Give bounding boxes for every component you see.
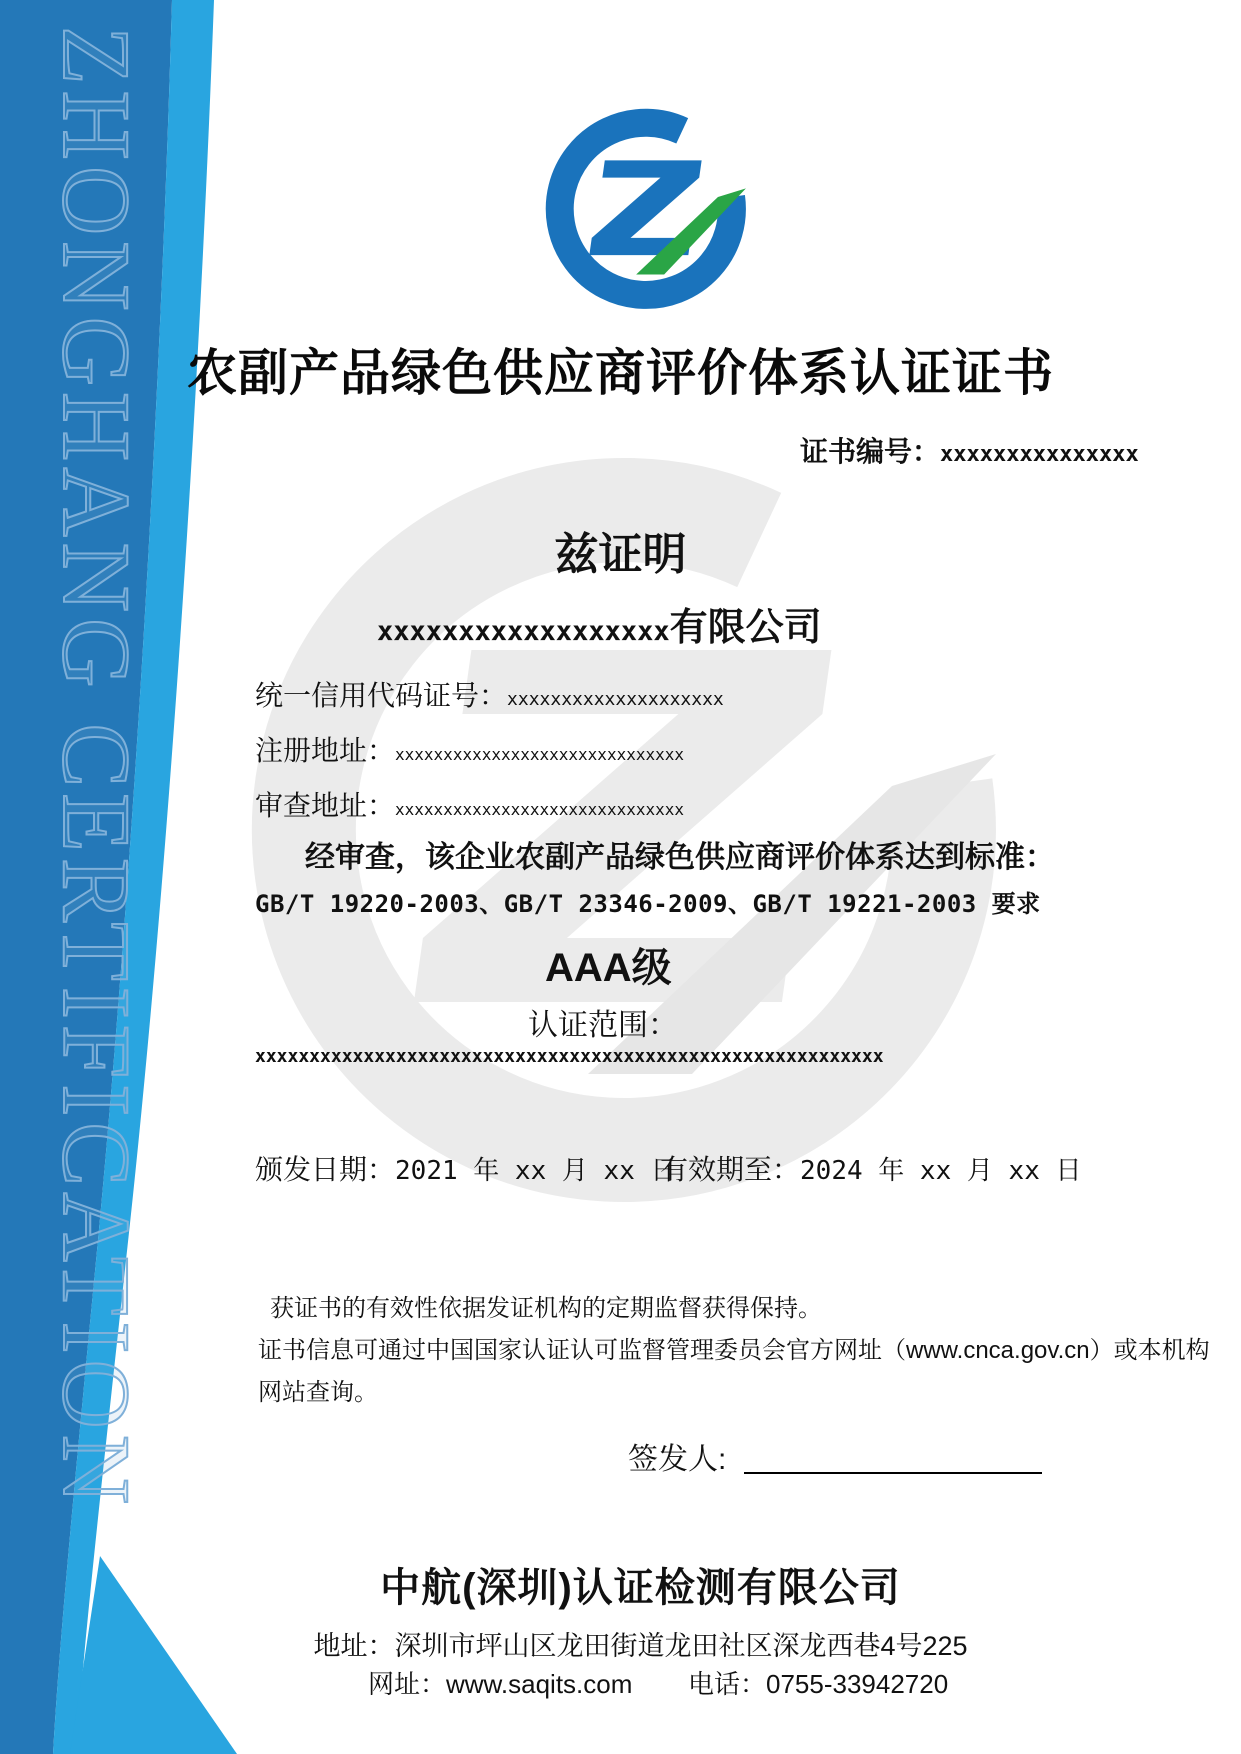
note-line-2: 证书信息可通过中国国家认证认可监督管理委员会官方网址（www.cnca.gov.cn）或本机构 bbox=[258, 1337, 1210, 1364]
credit-code-label: 统一信用代码证号： bbox=[255, 680, 508, 711]
issuer-org-name: 中航(深圳)认证检测有限公司 bbox=[380, 1566, 901, 1610]
certificate-title: 农副产品绿色供应商评价体系认证证书 bbox=[187, 345, 1054, 401]
company-name-suffix: 有限公司 bbox=[669, 607, 822, 649]
signature-line bbox=[744, 1436, 1042, 1474]
issue-date-row bbox=[255, 1148, 677, 1188]
signer-label: 签发人: bbox=[628, 1443, 727, 1476]
registered-address-row bbox=[255, 729, 684, 769]
cert-number-value: xxxxxxxxxxxxxxx bbox=[940, 442, 1139, 467]
issuer-address: 地址：深圳市坪山区龙田街道龙田社区深龙西巷4号225 bbox=[313, 1631, 968, 1661]
audit-address-row bbox=[255, 784, 684, 824]
scope-value: xxxxxxxxxxxxxxxxxxxxxxxxxxxxxxxxxxxxxxxxxxxxxxxxxxxxxxxxxx bbox=[255, 1046, 884, 1067]
issuer-website: 网址：www.saqits.com bbox=[368, 1669, 633, 1699]
note-line-3: 网站查询。 bbox=[258, 1379, 378, 1406]
credit-code-row bbox=[255, 674, 724, 714]
audit-address-value: xxxxxxxxxxxxxxxxxxxxxxxxxxxxxx bbox=[395, 800, 684, 819]
valid-until-value: 2024 年 xx 月 xx 日 bbox=[800, 1156, 1082, 1186]
cert-number-row bbox=[800, 430, 1139, 470]
valid-until-label: 有效期至： bbox=[660, 1154, 801, 1185]
scope-label: 认证范围： bbox=[528, 1009, 678, 1042]
company-name bbox=[377, 596, 822, 651]
company-name-placeholder: xxxxxxxxxxxxxxxxxx bbox=[377, 616, 670, 647]
issuer-phone: 电话：0755-33942720 bbox=[688, 1669, 949, 1699]
standards-text: GB/T 19220-2003、GB/T 23346-2009、GB/T 19221-2003 要求 bbox=[255, 890, 1041, 918]
certify-statement: 兹证明 bbox=[554, 530, 687, 579]
grade-text: AAA级 bbox=[545, 946, 672, 990]
registered-address-label: 注册地址： bbox=[255, 735, 396, 766]
credit-code-value: xxxxxxxxxxxxxxxxxxxx bbox=[507, 689, 724, 710]
cert-number-label: 证书编号： bbox=[800, 436, 941, 467]
valid-until-row bbox=[660, 1148, 1082, 1188]
note-line-1: 获证书的有效性依据发证机构的定期监督获得保持。 bbox=[270, 1295, 822, 1322]
registered-address-value: xxxxxxxxxxxxxxxxxxxxxxxxxxxxxx bbox=[395, 745, 684, 764]
ribbon-vertical-text: ZHONGHANG CERTIFICATION bbox=[43, 26, 150, 1511]
issue-date-label: 颁发日期： bbox=[255, 1154, 396, 1185]
audit-address-label: 审查地址： bbox=[255, 790, 396, 821]
audit-conclusion-text: 经审查，该企业农副产品绿色供应商评价体系达到标准： bbox=[305, 841, 1055, 874]
issue-date-value: 2021 年 xx 月 xx 日 bbox=[395, 1156, 677, 1186]
